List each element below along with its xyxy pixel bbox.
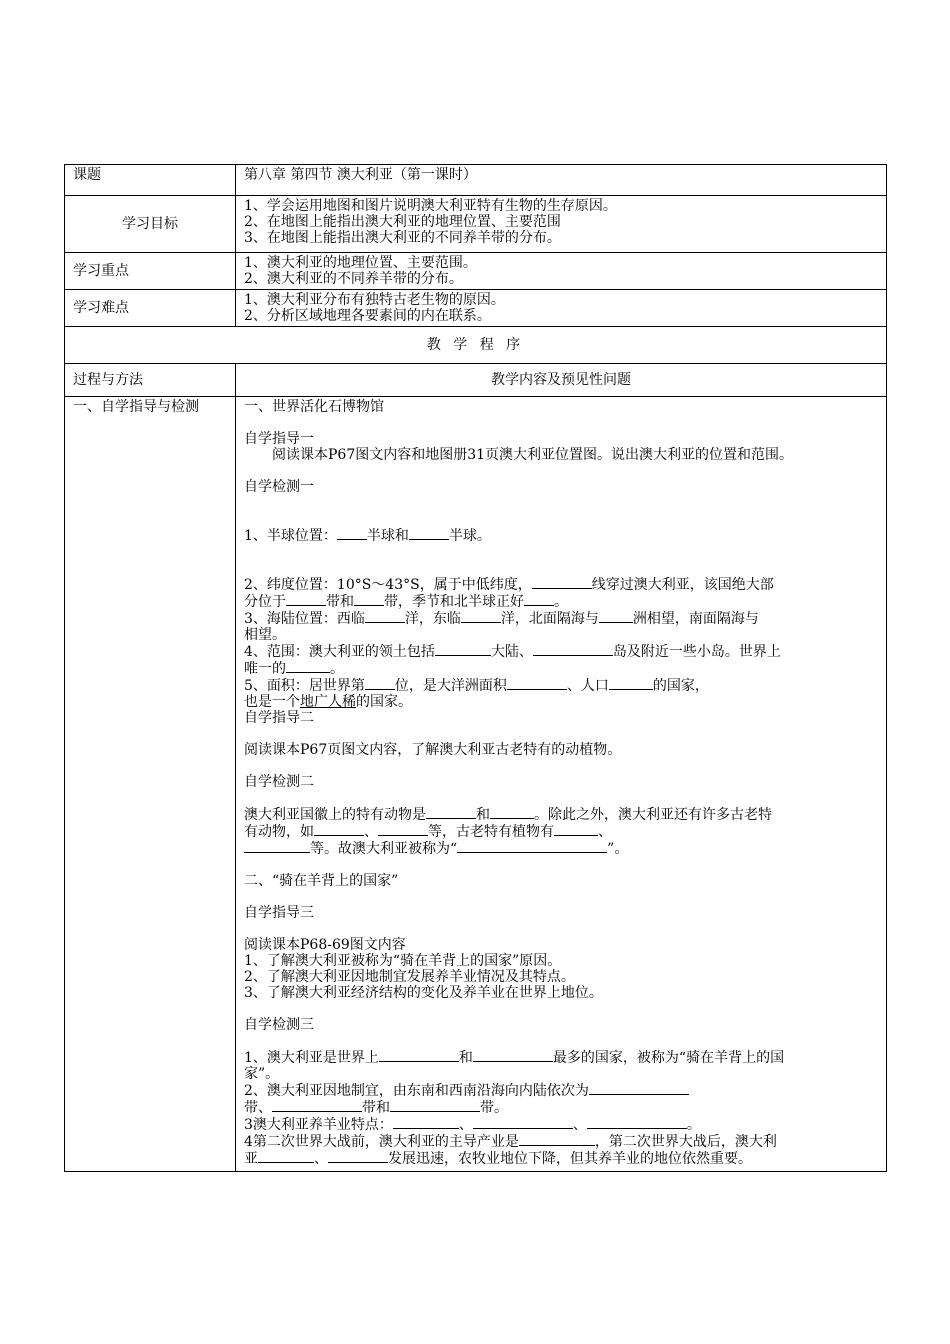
guide1-heading: 自学指导一 — [244, 431, 314, 447]
q6-line2: 有动物，如 、 等，古老特有植物有 、 — [244, 824, 612, 840]
guide3-line-1: 1、了解澳大利亚被称为“骑在羊背上的国家”原因。 — [244, 953, 562, 969]
goal-3: 3、在地图上能指出澳大利亚的不同养羊带的分布。 — [244, 230, 561, 246]
q5-line1: 5、面积：居世界第 位，是大洋洲面积 、人口 的国家， — [244, 678, 709, 694]
q3-line1: 3、海陆位置：西临 洋，东临 洋，北面隔海与 洲相望，南面隔海与 — [244, 611, 759, 627]
program-title-text: 教 学 程 序 — [426, 337, 525, 353]
guide2-heading: 自学指导二 — [244, 710, 314, 726]
col2-header — [236, 364, 887, 397]
section-content — [236, 397, 887, 1172]
lesson-plan-table — [64, 164, 887, 1172]
key-2: 2、澳大利亚的不同养羊带的分布。 — [244, 271, 463, 287]
topic-row — [65, 165, 887, 196]
key-value — [236, 253, 887, 290]
q8-line1: 2、澳大利亚因地制宜，由东南和西南沿海向内陆依次为 — [244, 1082, 878, 1099]
guide1-text: 阅读课本P67图文内容和地图册31页澳大利亚位置图。说出澳大利亚的位置和范围。 — [272, 447, 794, 463]
diff-label — [65, 290, 236, 327]
diff-value — [236, 290, 887, 327]
key-label-text: 学习重点 — [73, 263, 129, 279]
s1-title: 一、世界活化石博物馆 — [244, 399, 384, 415]
goal-1: 1、学会运用地图和图片说明澳大利亚特有生物的生存原因。 — [244, 198, 617, 214]
program-title — [65, 327, 887, 364]
check1-heading: 自学检测一 — [244, 479, 314, 495]
section-label-text: 一、自学指导与检测 — [73, 399, 199, 415]
guide3-line-0: 阅读课本P68-69图文内容 — [244, 937, 406, 953]
key-label — [65, 253, 236, 290]
q2-line2: 分位于 带和 带，季节和北半球正好 。 — [244, 594, 568, 610]
column-header-row — [65, 364, 887, 397]
q5-line2: 也是一个地广人稀的国家。 — [244, 694, 412, 710]
program-title-row — [65, 327, 887, 364]
q2-line1: 2、纬度位置：10°S～43°S，属于中低纬度， 线穿过澳大利亚，该国绝大部 — [244, 577, 774, 593]
goals-value — [236, 196, 887, 253]
diff-2: 2、分析区域地理各要素间的内在联系。 — [244, 308, 491, 324]
q4-line1: 4、范围：澳大利亚的领土包括 大陆、 岛及附近一些小岛。世界上 — [244, 644, 781, 660]
diff-label-text: 学习难点 — [73, 300, 129, 316]
key-1: 1、澳大利亚的地理位置、主要范围。 — [244, 255, 477, 271]
q6-line1: 澳大利亚国徽上的特有动物是 和 。除此之外，澳大利亚还有许多古老特 — [244, 807, 772, 823]
q6-line3: 等。故澳大利亚被称为“ ”。 — [244, 840, 878, 857]
diff-row — [65, 290, 887, 327]
s2-title: 二、“骑在羊背上的国家” — [244, 873, 399, 889]
topic-label-text: 课题 — [73, 167, 101, 183]
q7-line2: 家”。 — [244, 1066, 280, 1082]
key-row — [65, 253, 887, 290]
goal-2: 2、在地图上能指出澳大利亚的地理位置、主要范围 — [244, 214, 561, 230]
col1-header-text: 过程与方法 — [73, 372, 143, 388]
q7-line1: 1、澳大利亚是世界上 和 最多的国家，被称为“骑在羊背上的国 — [244, 1050, 785, 1066]
q4-line2: 唯一的 。 — [244, 661, 344, 677]
col2-header-text: 教学内容及预见性问题 — [491, 372, 631, 388]
q8-line2: 带、 带和 带。 — [244, 1100, 508, 1116]
col1-header — [65, 364, 236, 397]
q9: 3澳大利亚养羊业特点： 、 、 。 — [244, 1117, 701, 1133]
topic-label — [65, 165, 236, 196]
guide2-text: 阅读课本P67页图文内容，了解澳大利亚古老特有的动植物。 — [244, 742, 622, 758]
guide3-line-3: 3、了解澳大利亚经济结构的变化及养羊业在世界上地位。 — [244, 985, 603, 1001]
check2-heading: 自学检测二 — [244, 774, 314, 790]
q10-line1: 4第二次世界大战前，澳大利亚的主导产业是 ，第二次世界大战后，澳大利 — [244, 1134, 777, 1150]
topic-text: 第八章 第四节 澳大利亚（第一课时） — [244, 167, 477, 183]
q1: 1、半球位置： 半球和 半球。 — [244, 528, 491, 544]
guide3-heading: 自学指导三 — [244, 905, 314, 921]
q3-line2: 相望。 — [244, 627, 286, 643]
goals-label-text: 学习目标 — [122, 216, 178, 232]
content-row — [65, 397, 887, 1172]
diff-1: 1、澳大利亚分布有独特古老生物的原因。 — [244, 292, 505, 308]
goals-row — [65, 196, 887, 253]
section-label — [65, 397, 236, 1172]
q10-line2: 亚 、 发展迅速，农牧业地位下降，但其养羊业的地位依然重要。 — [244, 1151, 752, 1167]
check3-heading: 自学检测三 — [244, 1017, 314, 1033]
topic-value — [236, 165, 887, 196]
goals-label — [65, 196, 236, 253]
guide3-line-2: 2、了解澳大利亚因地制宜发展养羊业情况及其特点。 — [244, 969, 575, 985]
